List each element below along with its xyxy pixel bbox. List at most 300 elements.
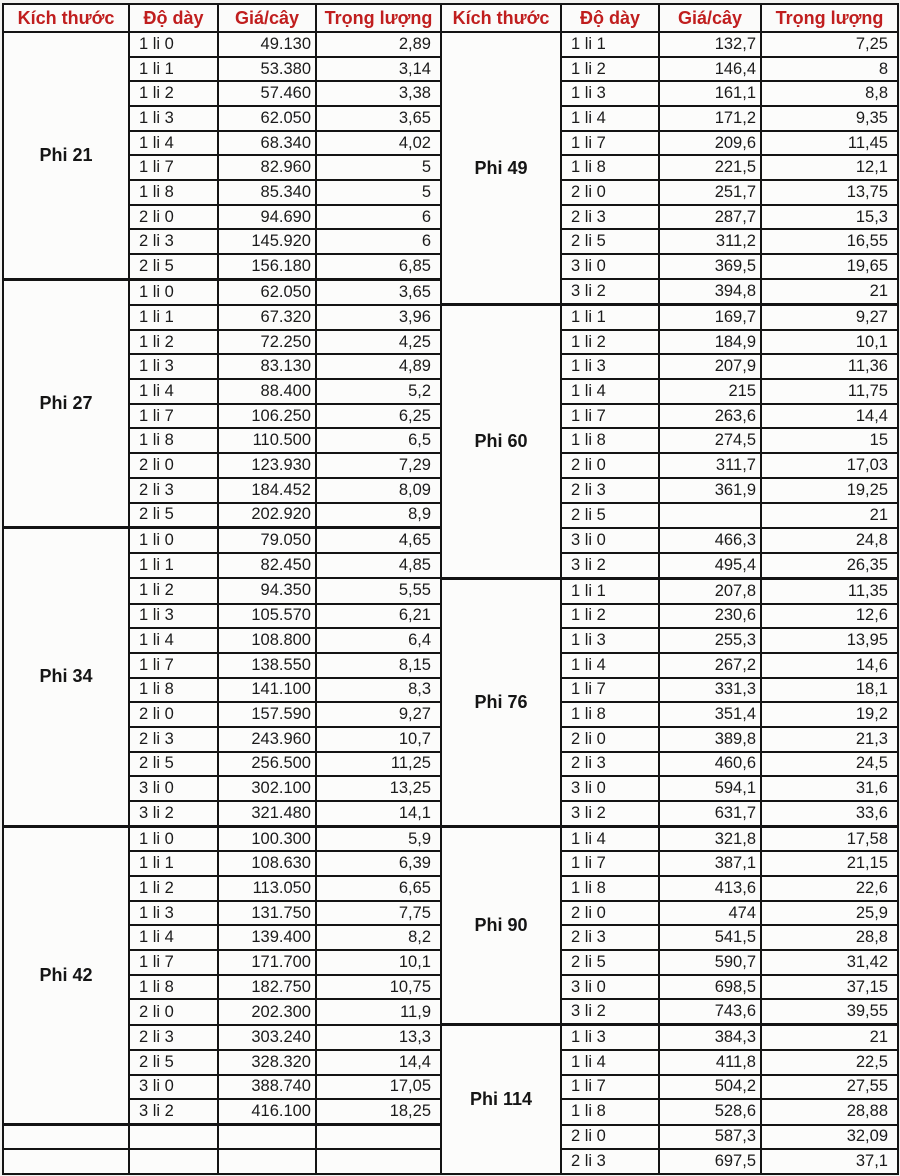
thickness-cell: 1 li 4: [129, 925, 218, 950]
price-cell: 743,6: [659, 999, 761, 1024]
thickness-cell: 1 li 3: [129, 354, 218, 379]
price-cell: 321,8: [659, 826, 761, 851]
weight-cell: 22,5: [761, 1050, 898, 1075]
weight-cell: 8,2: [316, 925, 441, 950]
price-cell: 587,3: [659, 1125, 761, 1150]
price-cell: 466,3: [659, 528, 761, 553]
price-cell: 67.320: [218, 305, 316, 330]
weight-cell: [316, 1149, 441, 1174]
thickness-cell: 2 li 0: [129, 999, 218, 1024]
weight-cell: 4,65: [316, 528, 441, 553]
thickness-cell: 1 li 0: [129, 826, 218, 851]
price-cell: 351,4: [659, 702, 761, 727]
table-row: [3, 305, 898, 330]
price-cell: 202.300: [218, 999, 316, 1024]
thickness-cell: 1 li 2: [129, 330, 218, 355]
price-cell: 384,3: [659, 1025, 761, 1050]
price-cell: 255,3: [659, 628, 761, 653]
column-header-weight: Trọng lượng: [316, 4, 441, 32]
price-cell: 321.480: [218, 801, 316, 826]
table-row: [3, 1025, 898, 1050]
price-cell: 504,2: [659, 1075, 761, 1100]
thickness-cell: 2 li 3: [129, 229, 218, 254]
thickness-cell: 1 li 2: [129, 81, 218, 106]
weight-cell: 7,75: [316, 901, 441, 926]
price-cell: 184,9: [659, 330, 761, 355]
thickness-cell: 3 li 2: [561, 279, 659, 304]
thickness-cell: 1 li 4: [561, 1050, 659, 1075]
thickness-cell: 3 li 2: [129, 801, 218, 826]
weight-cell: 5,55: [316, 578, 441, 603]
thickness-cell: [129, 1125, 218, 1150]
weight-cell: 11,35: [761, 578, 898, 603]
thickness-cell: 1 li 0: [129, 528, 218, 553]
weight-cell: 7,29: [316, 453, 441, 478]
price-cell: 110.500: [218, 428, 316, 453]
weight-cell: 6,85: [316, 254, 441, 279]
weight-cell: 8,15: [316, 653, 441, 678]
weight-cell: 11,9: [316, 999, 441, 1024]
price-cell: 145.920: [218, 229, 316, 254]
price-cell: [659, 503, 761, 528]
weight-cell: 21: [761, 279, 898, 304]
thickness-cell: 1 li 7: [561, 678, 659, 703]
weight-cell: 15: [761, 428, 898, 453]
weight-cell: 32,09: [761, 1125, 898, 1150]
size-group-label: Phi 114: [441, 1025, 561, 1174]
price-cell: 94.350: [218, 578, 316, 603]
weight-cell: 21: [761, 503, 898, 528]
price-cell: 171,2: [659, 106, 761, 131]
size-group-label: Phi 27: [3, 279, 129, 527]
thickness-cell: 2 li 5: [561, 950, 659, 975]
price-cell: 72.250: [218, 330, 316, 355]
thickness-cell: 3 li 0: [561, 975, 659, 1000]
table-row: [3, 578, 898, 603]
price-cell: 311,7: [659, 453, 761, 478]
column-header-thickness: Độ dày: [561, 4, 659, 32]
price-cell: 156.180: [218, 254, 316, 279]
weight-cell: 18,25: [316, 1099, 441, 1124]
thickness-cell: 2 li 5: [129, 254, 218, 279]
thickness-cell: 2 li 0: [561, 453, 659, 478]
price-cell: 328.320: [218, 1050, 316, 1075]
thickness-cell: 2 li 0: [129, 702, 218, 727]
thickness-cell: 1 li 3: [561, 81, 659, 106]
thickness-cell: 1 li 8: [561, 702, 659, 727]
thickness-cell: 1 li 4: [561, 826, 659, 851]
weight-cell: 4,85: [316, 553, 441, 578]
thickness-cell: 1 li 2: [561, 604, 659, 629]
weight-cell: 6,39: [316, 851, 441, 876]
thickness-cell: 1 li 7: [561, 1075, 659, 1100]
weight-cell: 22,6: [761, 876, 898, 901]
price-cell: 182.750: [218, 975, 316, 1000]
price-cell: 132,7: [659, 32, 761, 57]
weight-cell: 8: [761, 57, 898, 82]
thickness-cell: 1 li 7: [561, 404, 659, 429]
price-cell: 594,1: [659, 776, 761, 801]
weight-cell: 6: [316, 229, 441, 254]
thickness-cell: 2 li 0: [561, 727, 659, 752]
price-cell: 230,6: [659, 604, 761, 629]
price-cell: 131.750: [218, 901, 316, 926]
weight-cell: 28,88: [761, 1099, 898, 1124]
table-row: [3, 32, 898, 57]
weight-cell: 3,65: [316, 279, 441, 304]
price-cell: 82.960: [218, 155, 316, 180]
weight-cell: 17,05: [316, 1075, 441, 1100]
price-cell: 106.250: [218, 404, 316, 429]
price-cell: 207,9: [659, 354, 761, 379]
thickness-cell: 1 li 3: [129, 106, 218, 131]
price-cell: 113.050: [218, 876, 316, 901]
thickness-cell: 1 li 8: [561, 155, 659, 180]
size-group-label: [3, 1125, 129, 1150]
weight-cell: 12,1: [761, 155, 898, 180]
weight-cell: 24,8: [761, 528, 898, 553]
thickness-cell: 2 li 0: [129, 205, 218, 230]
weight-cell: 17,58: [761, 826, 898, 851]
weight-cell: 5: [316, 155, 441, 180]
weight-cell: 4,02: [316, 131, 441, 156]
weight-cell: 11,25: [316, 752, 441, 777]
price-cell: 202.920: [218, 503, 316, 528]
thickness-cell: 1 li 7: [561, 131, 659, 156]
weight-cell: 19,2: [761, 702, 898, 727]
price-cell: 171.700: [218, 950, 316, 975]
thickness-cell: 1 li 4: [561, 106, 659, 131]
weight-cell: 13,3: [316, 1025, 441, 1050]
price-cell: 369,5: [659, 254, 761, 279]
price-cell: 251,7: [659, 180, 761, 205]
price-cell: 209,6: [659, 131, 761, 156]
thickness-cell: 3 li 0: [561, 254, 659, 279]
thickness-cell: 1 li 1: [129, 851, 218, 876]
price-cell: 123.930: [218, 453, 316, 478]
weight-cell: 9,35: [761, 106, 898, 131]
price-cell: 221,5: [659, 155, 761, 180]
thickness-cell: 2 li 3: [129, 478, 218, 503]
price-cell: 161,1: [659, 81, 761, 106]
thickness-cell: 2 li 5: [561, 229, 659, 254]
thickness-cell: 1 li 0: [129, 32, 218, 57]
thickness-cell: 1 li 1: [561, 305, 659, 330]
thickness-cell: 1 li 8: [561, 876, 659, 901]
thickness-cell: 3 li 2: [561, 999, 659, 1024]
price-cell: 416.100: [218, 1099, 316, 1124]
thickness-cell: 3 li 2: [129, 1099, 218, 1124]
thickness-cell: 3 li 2: [561, 553, 659, 578]
thickness-cell: 1 li 8: [129, 678, 218, 703]
weight-cell: 8,09: [316, 478, 441, 503]
size-group-label: Phi 21: [3, 32, 129, 279]
weight-cell: 13,95: [761, 628, 898, 653]
thickness-cell: 1 li 7: [129, 950, 218, 975]
weight-cell: 26,35: [761, 553, 898, 578]
size-group-label: Phi 49: [441, 32, 561, 305]
price-cell: 528,6: [659, 1099, 761, 1124]
thickness-cell: 1 li 1: [129, 305, 218, 330]
weight-cell: 21,15: [761, 851, 898, 876]
thickness-cell: 3 li 0: [129, 1075, 218, 1100]
weight-cell: 5,2: [316, 379, 441, 404]
price-cell: 57.460: [218, 81, 316, 106]
size-group-label: Phi 60: [441, 305, 561, 579]
thickness-cell: 1 li 1: [129, 57, 218, 82]
price-cell: 697,5: [659, 1149, 761, 1174]
thickness-cell: 1 li 3: [561, 628, 659, 653]
price-cell: 243.960: [218, 727, 316, 752]
weight-cell: 4,89: [316, 354, 441, 379]
thickness-cell: 1 li 7: [129, 155, 218, 180]
weight-cell: 21: [761, 1025, 898, 1050]
thickness-cell: 1 li 4: [129, 628, 218, 653]
weight-cell: 9,27: [761, 305, 898, 330]
weight-cell: 6: [316, 205, 441, 230]
price-cell: 389,8: [659, 727, 761, 752]
price-cell: 83.130: [218, 354, 316, 379]
thickness-cell: 1 li 8: [561, 1099, 659, 1124]
weight-cell: 14,1: [316, 801, 441, 826]
price-cell: 207,8: [659, 578, 761, 603]
thickness-cell: 1 li 2: [561, 330, 659, 355]
price-cell: 141.100: [218, 678, 316, 703]
weight-cell: 3,38: [316, 81, 441, 106]
price-cell: 105.570: [218, 604, 316, 629]
price-cell: 631,7: [659, 801, 761, 826]
thickness-cell: 1 li 7: [129, 653, 218, 678]
price-cell: 79.050: [218, 528, 316, 553]
weight-cell: 11,45: [761, 131, 898, 156]
thickness-cell: 1 li 4: [561, 379, 659, 404]
thickness-cell: 1 li 2: [129, 876, 218, 901]
price-cell: 388.740: [218, 1075, 316, 1100]
size-group-label: Phi 42: [3, 826, 129, 1124]
price-cell: 387,1: [659, 851, 761, 876]
weight-cell: 24,5: [761, 752, 898, 777]
weight-cell: 3,96: [316, 305, 441, 330]
thickness-cell: 1 li 4: [561, 653, 659, 678]
weight-cell: 8,3: [316, 678, 441, 703]
weight-cell: 5: [316, 180, 441, 205]
price-cell: 267,2: [659, 653, 761, 678]
price-cell: 256.500: [218, 752, 316, 777]
thickness-cell: 2 li 5: [129, 503, 218, 528]
weight-cell: 3,65: [316, 106, 441, 131]
thickness-cell: [129, 1149, 218, 1174]
price-cell: 413,6: [659, 876, 761, 901]
price-table: [2, 3, 899, 1175]
column-header-price: Giá/cây: [218, 4, 316, 32]
weight-cell: 16,55: [761, 229, 898, 254]
price-cell: 474: [659, 901, 761, 926]
price-cell: 263,6: [659, 404, 761, 429]
price-cell: 62.050: [218, 279, 316, 304]
thickness-cell: 2 li 3: [561, 478, 659, 503]
price-cell: 88.400: [218, 379, 316, 404]
column-header-price: Giá/cây: [659, 4, 761, 32]
weight-cell: 6,5: [316, 428, 441, 453]
weight-cell: [316, 1125, 441, 1150]
thickness-cell: 1 li 2: [561, 57, 659, 82]
thickness-cell: 2 li 3: [129, 1025, 218, 1050]
thickness-cell: 2 li 0: [129, 453, 218, 478]
price-cell: 311,2: [659, 229, 761, 254]
size-group-label: Phi 34: [3, 528, 129, 826]
price-cell: 94.690: [218, 205, 316, 230]
weight-cell: 37,15: [761, 975, 898, 1000]
thickness-cell: 3 li 0: [561, 776, 659, 801]
price-cell: [218, 1149, 316, 1174]
thickness-cell: 1 li 3: [129, 901, 218, 926]
weight-cell: 17,03: [761, 453, 898, 478]
weight-cell: 21,3: [761, 727, 898, 752]
weight-cell: 14,6: [761, 653, 898, 678]
weight-cell: 2,89: [316, 32, 441, 57]
thickness-cell: 2 li 5: [129, 1050, 218, 1075]
thickness-cell: 2 li 5: [129, 752, 218, 777]
weight-cell: 15,3: [761, 205, 898, 230]
price-cell: 394,8: [659, 279, 761, 304]
price-cell: 139.400: [218, 925, 316, 950]
weight-cell: 14,4: [316, 1050, 441, 1075]
price-cell: 100.300: [218, 826, 316, 851]
price-cell: 169,7: [659, 305, 761, 330]
price-cell: 108.800: [218, 628, 316, 653]
price-cell: 698,5: [659, 975, 761, 1000]
thickness-cell: 1 li 4: [129, 379, 218, 404]
weight-cell: 27,55: [761, 1075, 898, 1100]
price-cell: 303.240: [218, 1025, 316, 1050]
weight-cell: 37,1: [761, 1149, 898, 1174]
weight-cell: 6,4: [316, 628, 441, 653]
price-cell: 361,9: [659, 478, 761, 503]
size-group-label: Phi 76: [441, 578, 561, 826]
weight-cell: 31,6: [761, 776, 898, 801]
price-cell: 138.550: [218, 653, 316, 678]
thickness-cell: 3 li 0: [561, 528, 659, 553]
price-cell: 68.340: [218, 131, 316, 156]
weight-cell: 25,9: [761, 901, 898, 926]
weight-cell: 10,1: [761, 330, 898, 355]
weight-cell: 11,36: [761, 354, 898, 379]
table-row: [3, 826, 898, 851]
price-cell: 49.130: [218, 32, 316, 57]
weight-cell: 18,1: [761, 678, 898, 703]
weight-cell: 8,8: [761, 81, 898, 106]
price-cell: 108.630: [218, 851, 316, 876]
price-cell: 460,6: [659, 752, 761, 777]
price-cell: 495,4: [659, 553, 761, 578]
thickness-cell: 1 li 7: [561, 851, 659, 876]
price-cell: 541,5: [659, 925, 761, 950]
thickness-cell: 3 li 0: [129, 776, 218, 801]
price-cell: 302.100: [218, 776, 316, 801]
weight-cell: 13,75: [761, 180, 898, 205]
weight-cell: 7,25: [761, 32, 898, 57]
weight-cell: 10,7: [316, 727, 441, 752]
thickness-cell: 2 li 3: [561, 1149, 659, 1174]
price-cell: 411,8: [659, 1050, 761, 1075]
weight-cell: 11,75: [761, 379, 898, 404]
thickness-cell: 2 li 0: [561, 180, 659, 205]
weight-cell: 12,6: [761, 604, 898, 629]
price-cell: 215: [659, 379, 761, 404]
price-cell: 157.590: [218, 702, 316, 727]
weight-cell: 4,25: [316, 330, 441, 355]
thickness-cell: 2 li 0: [561, 901, 659, 926]
size-group-label: Phi 90: [441, 826, 561, 1025]
thickness-cell: 1 li 8: [129, 428, 218, 453]
price-cell: 274,5: [659, 428, 761, 453]
thickness-cell: 1 li 8: [129, 180, 218, 205]
column-header-size: Kích thước: [441, 4, 561, 32]
thickness-cell: 1 li 3: [561, 1025, 659, 1050]
weight-cell: 33,6: [761, 801, 898, 826]
weight-cell: 8,9: [316, 503, 441, 528]
thickness-cell: 3 li 2: [561, 801, 659, 826]
thickness-cell: 2 li 5: [561, 503, 659, 528]
thickness-cell: 1 li 4: [129, 131, 218, 156]
thickness-cell: 2 li 3: [561, 925, 659, 950]
weight-cell: 19,25: [761, 478, 898, 503]
price-table-body: [3, 32, 898, 1174]
weight-cell: 14,4: [761, 404, 898, 429]
weight-cell: 9,27: [316, 702, 441, 727]
price-cell: 287,7: [659, 205, 761, 230]
size-group-label: [3, 1149, 129, 1174]
weight-cell: 13,25: [316, 776, 441, 801]
header-row: [3, 4, 898, 32]
column-header-weight: Trọng lượng: [761, 4, 898, 32]
thickness-cell: 2 li 3: [129, 727, 218, 752]
thickness-cell: 1 li 3: [129, 604, 218, 629]
price-cell: 53.380: [218, 57, 316, 82]
price-cell: 184.452: [218, 478, 316, 503]
weight-cell: 6,25: [316, 404, 441, 429]
weight-cell: 19,65: [761, 254, 898, 279]
column-header-thickness: Độ dày: [129, 4, 218, 32]
weight-cell: 3,14: [316, 57, 441, 82]
weight-cell: 6,65: [316, 876, 441, 901]
weight-cell: 31,42: [761, 950, 898, 975]
price-cell: 146,4: [659, 57, 761, 82]
thickness-cell: 1 li 7: [129, 404, 218, 429]
thickness-cell: 1 li 1: [561, 32, 659, 57]
weight-cell: 28,8: [761, 925, 898, 950]
price-cell: 82.450: [218, 553, 316, 578]
thickness-cell: 1 li 3: [561, 354, 659, 379]
price-cell: 331,3: [659, 678, 761, 703]
thickness-cell: 1 li 8: [561, 428, 659, 453]
weight-cell: 5,9: [316, 826, 441, 851]
column-header-size: Kích thước: [3, 4, 129, 32]
thickness-cell: 1 li 1: [129, 553, 218, 578]
thickness-cell: 1 li 8: [129, 975, 218, 1000]
thickness-cell: 1 li 0: [129, 279, 218, 304]
price-cell: 590,7: [659, 950, 761, 975]
weight-cell: 6,21: [316, 604, 441, 629]
thickness-cell: 2 li 0: [561, 1125, 659, 1150]
weight-cell: 39,55: [761, 999, 898, 1024]
thickness-cell: 1 li 1: [561, 578, 659, 603]
thickness-cell: 2 li 3: [561, 752, 659, 777]
price-cell: 62.050: [218, 106, 316, 131]
price-cell: [218, 1125, 316, 1150]
thickness-cell: 2 li 3: [561, 205, 659, 230]
weight-cell: 10,1: [316, 950, 441, 975]
